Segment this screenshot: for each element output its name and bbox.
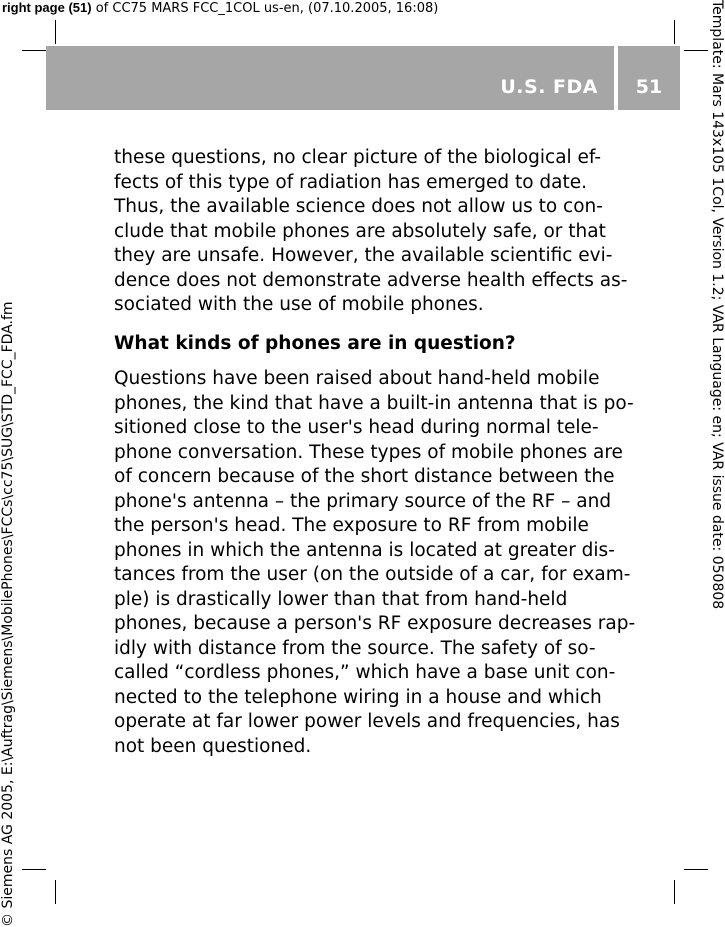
copyright-path-vertical: © Siemens AG 2005, E:\Auftrag\Siemens\MobilePhones\FCCs\cc75\SUG\STD_FCC_FDA.fm (0, 301, 16, 927)
page-number: 51 (635, 76, 663, 98)
text-line: sitioned close to the user's head during normal tele- (114, 417, 599, 438)
text-line: they are unsafe. However, the available scientific evi- (114, 245, 613, 266)
crop-mark (674, 20, 675, 44)
page-ref-rest: of CC75 MARS FCC_1COL us-en, (07.10.2005, 16:08) (91, 1, 439, 16)
text-line: operate at far lower power levels and frequencies, has (114, 711, 620, 732)
text-line: ple) is drastically lower than that from hand-held (114, 588, 568, 610)
crop-mark (674, 880, 675, 904)
section-heading: What kinds of phones are in question? (114, 332, 516, 354)
text-line: phones, because a person's RF exposure decreases rap- (114, 613, 636, 634)
text-line: dence does not demonstrate adverse health effects as- (114, 269, 628, 291)
crop-mark (55, 880, 56, 904)
crop-mark (22, 869, 46, 870)
section-header-band (46, 46, 614, 110)
text-line: these questions, no clear picture of the biological ef- (114, 147, 602, 168)
paragraph-2 (114, 367, 636, 759)
text-line: nected to the telephone wiring in a house and which (114, 686, 602, 708)
page-number-box (618, 46, 680, 110)
section-title: U.S. FDA (500, 76, 598, 98)
text-line: phones in which the antenna is located at greater dis- (114, 539, 615, 561)
text-line: tances from the user (on the outside of a car, for exam- (114, 564, 631, 585)
template-info-vertical: Template: Mars 143x105 1Col, Version 1.2; VAR Language: en; VAR issue date: 050808 (709, 0, 725, 610)
text-line: phone's antenna – the primary source of the RF – and (114, 490, 612, 512)
text-line: clude that mobile phones are absolutely safe, or that (114, 220, 606, 242)
crop-mark (55, 20, 56, 44)
page-ref-bold: right page (51) (2, 0, 92, 15)
text-line: Questions have been raised about hand-held mobile (114, 368, 600, 389)
text-line: phone conversation. These types of mobile phones are (114, 441, 623, 463)
crop-mark (684, 869, 708, 870)
text-line: idly with distance from the source. The safety of so- (114, 637, 596, 659)
crop-mark (684, 50, 708, 51)
text-line: the person's head. The exposure to RF from mobile (114, 515, 589, 536)
text-line: not been questioned. (114, 735, 312, 757)
text-line: called “cordless phones,” which have a base unit con- (114, 662, 616, 683)
crop-mark (22, 50, 46, 51)
paragraph-1 (114, 146, 628, 318)
text-line: of concern because of the short distance between the (114, 466, 615, 487)
text-line: Thus, the available science does not allow us to con- (114, 196, 603, 217)
text-line: fects of this type of radiation has emerged to date. (114, 171, 588, 193)
body-text (114, 146, 636, 759)
text-line: sociated with the use of mobile phones. (114, 294, 484, 315)
text-line: phones, the kind that have a built-in antenna that is po- (114, 392, 634, 414)
print-header (2, 0, 438, 17)
